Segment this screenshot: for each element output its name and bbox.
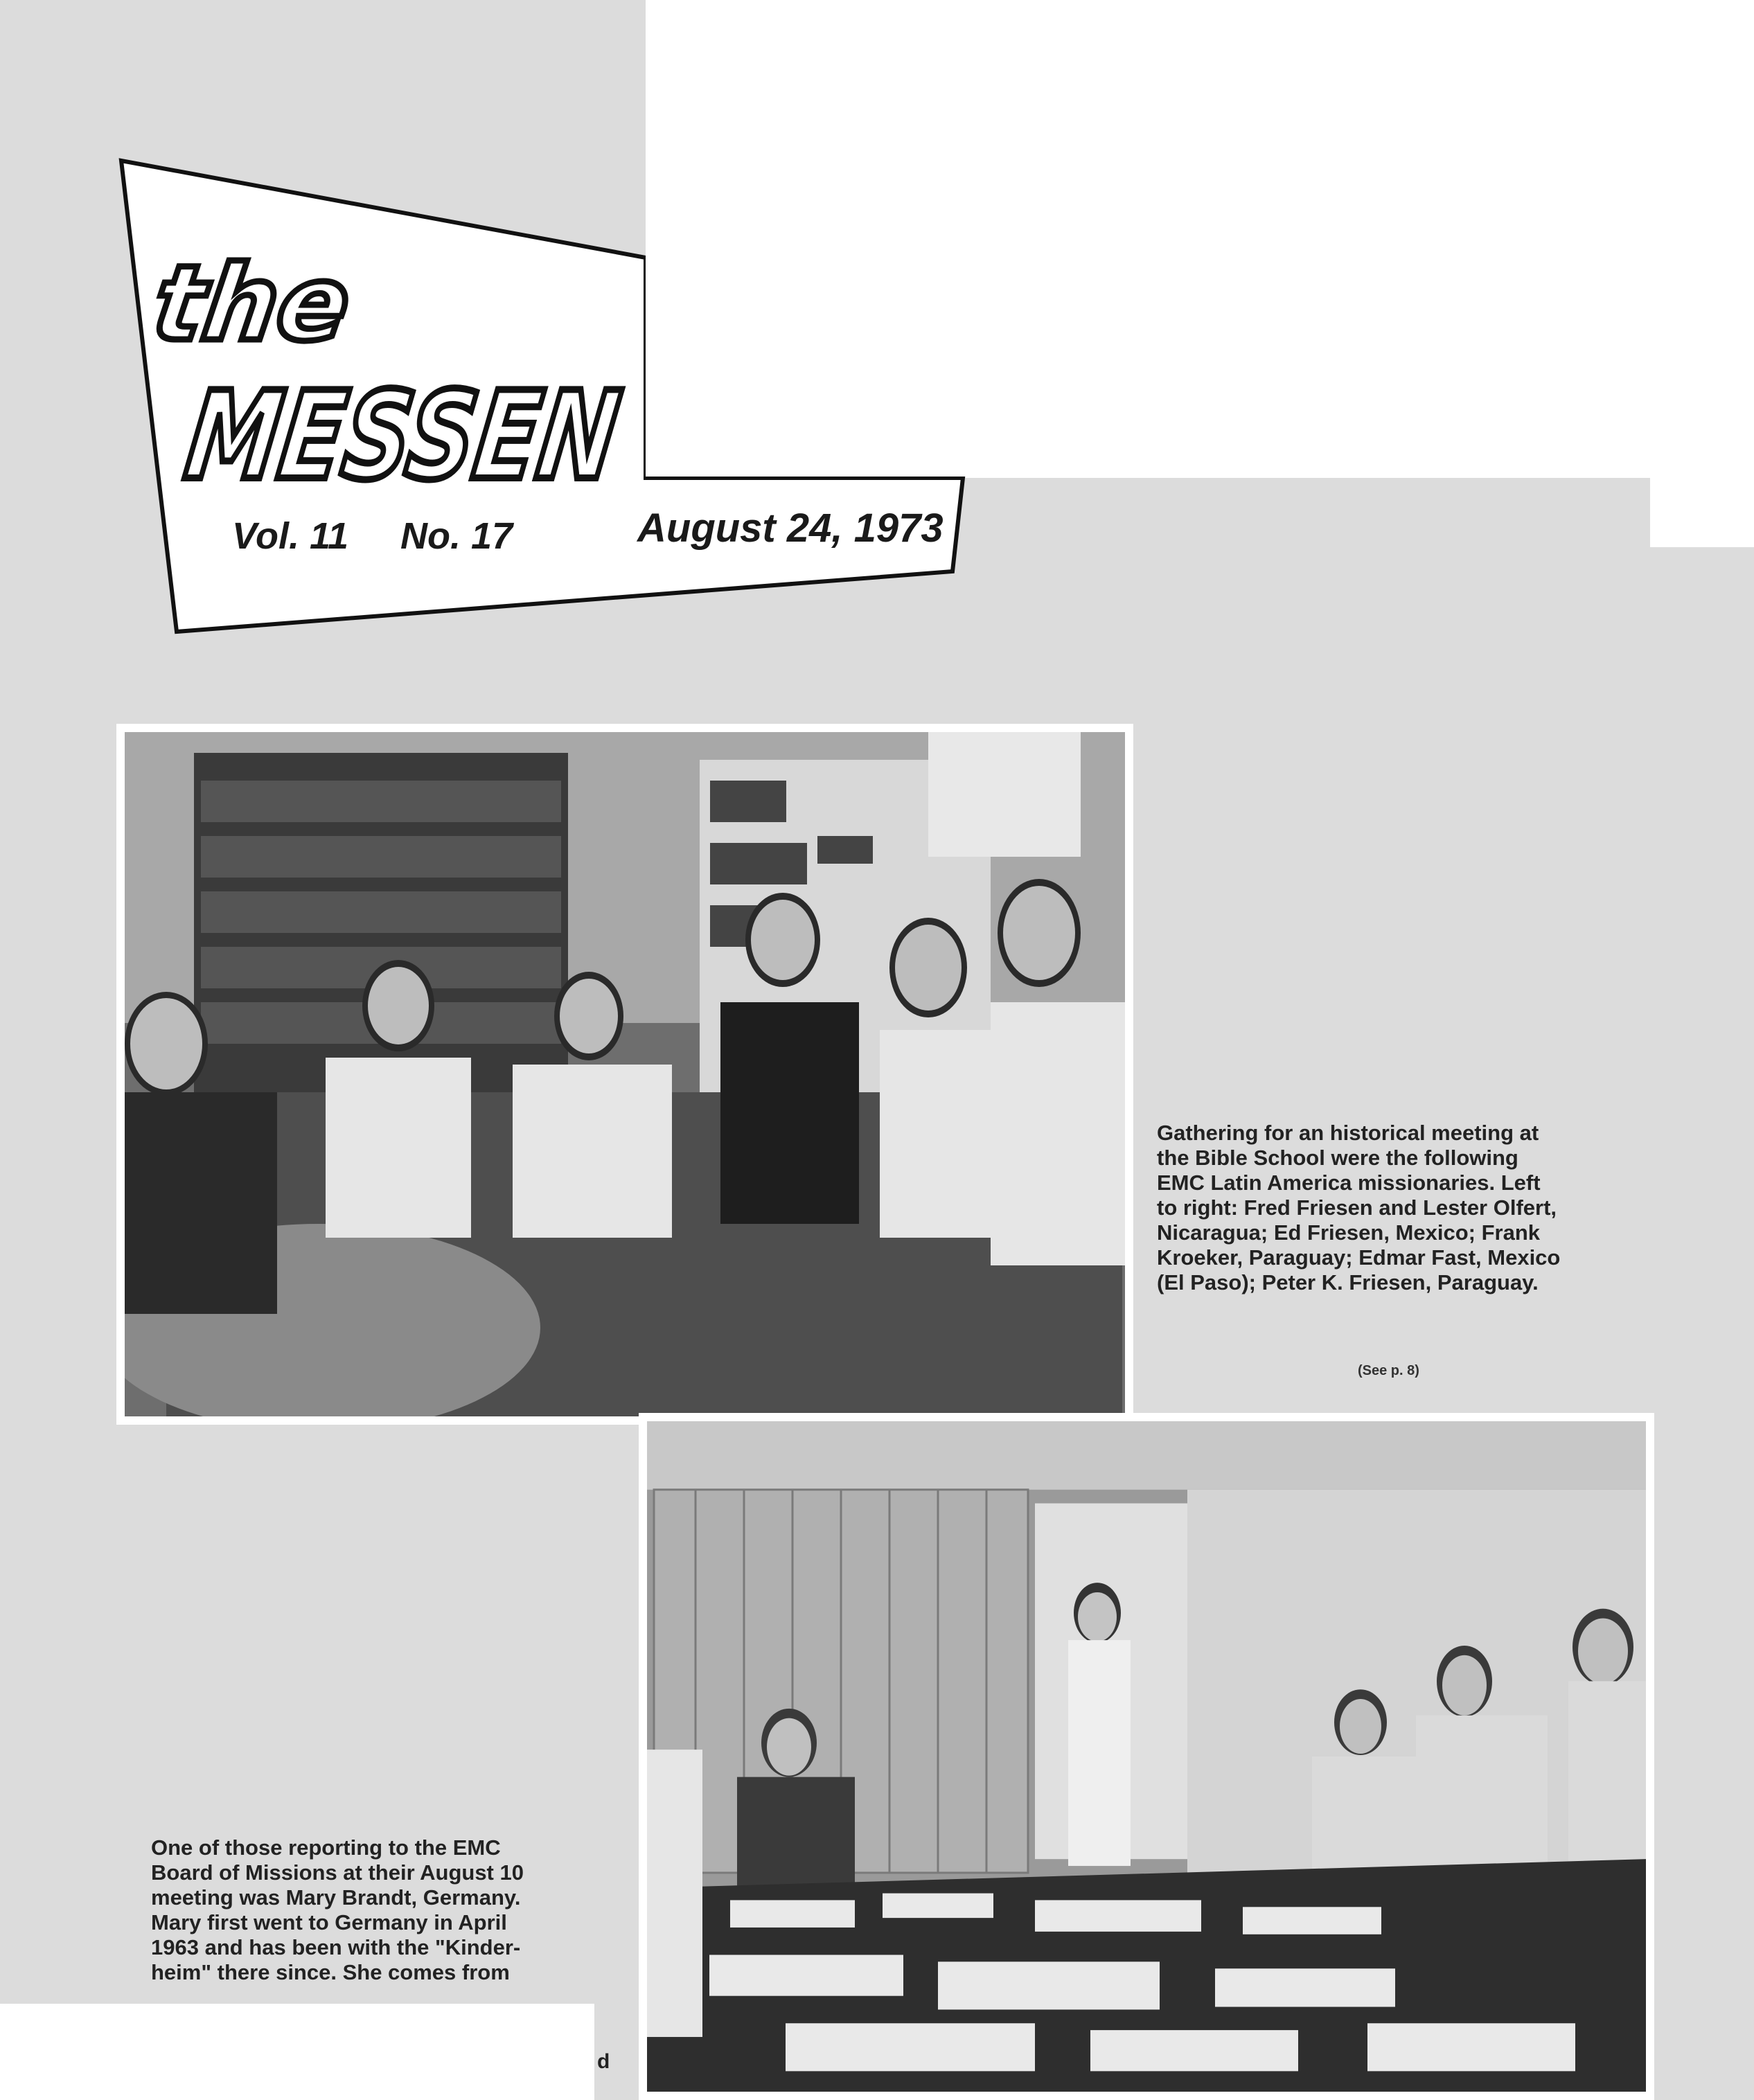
masthead-volume: Vol. 11 bbox=[232, 515, 349, 557]
missionaries-caption: Gathering for an historical meeting at the Bible School were the following EMC Latin America missionaries. Left to right: Fred Friesen and Lester Olfert, Nicaragua; Ed Friesen, Mexico; Frank Kroeker, Paraguay; Edmar Fast, Mexico (El Paso); Peter K. Friesen, Paraguay. bbox=[1157, 1121, 1561, 1294]
cut-off-text-fragment: d bbox=[597, 2050, 610, 2073]
missionaries-photo bbox=[116, 724, 1133, 1425]
board-meeting-photo bbox=[639, 1413, 1654, 2100]
masthead-the: the bbox=[146, 242, 357, 364]
masthead-title: MESSEN bbox=[178, 366, 756, 507]
see-page-reference: (See p. 8) bbox=[1358, 1363, 1419, 1378]
page-crop-edge bbox=[0, 2004, 594, 2100]
masthead-number: No. 17 bbox=[400, 515, 513, 557]
board-meeting-caption: One of those reporting to the EMC Board of Missions at their August 10 meeting was Mary Brandt, Germany. Mary first went to Germany in April 1963 and has been with the "Kinder- heim" there since. She comes from bbox=[151, 1835, 524, 1984]
masthead-date: August 24, 1973 bbox=[637, 506, 944, 551]
